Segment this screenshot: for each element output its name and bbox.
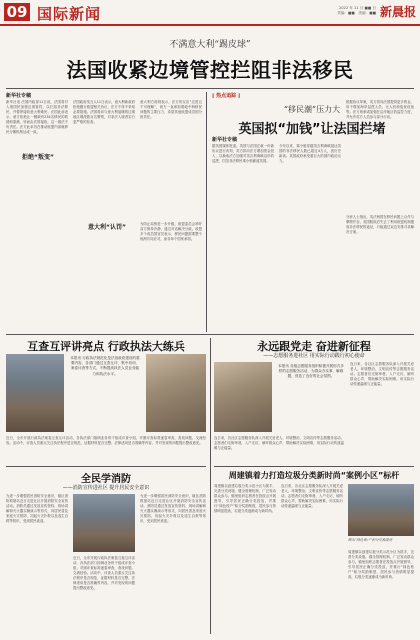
right-byline: 新华社专稿 bbox=[212, 137, 238, 143]
bottom-right-rule bbox=[214, 466, 414, 467]
bottom-right-body-2: 连日来，各社区志愿服务队深入开展关爱老人、环境整治、文明宣传等志愿服务活动。志愿者们走街串巷，入户走访，倾听群众心声，帮助解决实际困难，用实际行动传递温暖与正能量。 bbox=[214, 436, 344, 450]
training-photo bbox=[146, 354, 206, 432]
page-number-badge: 09 bbox=[4, 3, 30, 21]
garbage-body-2: 连日来，各社区志愿服务队深入开展关爱老人、环境整治、文明宣传等志愿服务活动。志愿者们走街串巷，入户走访，倾听群众心声，帮助解决实际困难，用实际行动传递温暖与正能量。 bbox=[281, 484, 343, 508]
bottom-right-body-1: 连日来，各社区志愿服务队深入开展关爱老人、环境整治、文明宣传等志愿服务活动。志愿者们走街串巷，入户走访，倾听群众心声，帮助解决实际困难，用实际行动传递温暖与正能量。 bbox=[350, 362, 414, 386]
fire-safety-body-2: 近日，全市开展行政执法案卷互查互评活动，各执法部门抽调业务骨干组成评查小组，对照评查标准逐卷审查，查找问题，交流经验。活动中，评查人员重点关注执法程序是否规范、证据材料是否完整、法律适用是否准确等内容，并对发现的问题提出整改意见。 bbox=[73, 556, 135, 590]
issue-meta bbox=[337, 6, 376, 16]
column-divider bbox=[206, 92, 207, 332]
garbage-body-3: 周建镇以创建垃圾分类示范小区为抓手，完善分类设施，健全管理机制，广泛发动群众参与。镇里组织志愿者在投放点开展督导，引导居民正确分类投放，并推行“绿色账户”积分奖励制度，居民参与热情明显提高，垃圾分类逐渐成为新时尚。 bbox=[348, 550, 414, 579]
hot-topic-tag: [ 热点追踪 ] bbox=[212, 93, 241, 99]
newspaper-logo: 新晨报 bbox=[379, 5, 416, 19]
garbage-body-1: 周建镇以创建垃圾分类示范小区为抓手，完善分类设施，健全管理机制，广泛发动群众参与。镇里组织志愿者在投放点开展督导，引导居民正确分类投放，并推行“绿色账户”积分奖励制度，居民参与热情明显提高，垃圾分类逐渐成为新时尚。 bbox=[214, 484, 276, 513]
law-enforcement-photo bbox=[6, 354, 64, 432]
main-kicker: 不满意大利“踢皮球” bbox=[169, 40, 251, 50]
right-kicker: “移民潮”压力大 bbox=[283, 105, 341, 114]
bottom-right-headline: 永远跟党走 奋进新征程 bbox=[257, 340, 371, 353]
right-col-3a: 根据协议草案，英方将向法国提供更多资金，用于增加海岸巡逻人员、无人机和夜视设备等。法方则承诺加强在沿岸地区的监控力度，并允许英方人员参与部分行动。 bbox=[346, 100, 414, 119]
garbage-photo-caption: 图为“绿色账户”积分兑换现场 bbox=[348, 538, 393, 542]
volunteer-photo bbox=[214, 362, 272, 432]
bottom-left-headline: 互查互评讲亮点 行政执法大练兵 bbox=[27, 340, 185, 353]
right-col-3b: 分析人士指出，英法两国在移民问题上合作与摩擦并存，英国脱欧后失去了利用欧盟机制遣返非法移民的途径，只能通过双边安排寻求解决方案。 bbox=[346, 215, 414, 234]
bottom-right-subhead: ——志愿服务进社区 用实际行动践行初心使命 bbox=[263, 353, 365, 359]
left-col-2: 法国政府发言人11日表示，意大利新政府拒绝履行欧盟相关协议，法方不得不采取必要措施。法国将向与意大利接壤的边境地区增派数百名警察，对非法入境者实行更严格的检查。 bbox=[73, 100, 135, 124]
bottom-left-rule bbox=[6, 466, 206, 467]
bottom-column-divider bbox=[210, 338, 211, 634]
bottom-right-quote: 本报讯 各级志愿服务组织积极开展形式多样的志愿服务活动，为群众办实事、解难题，营造了良好的社会氛围。 bbox=[278, 364, 344, 379]
issue-editor: 责编：■■ 美编：■■ bbox=[337, 11, 376, 15]
masthead-rule bbox=[0, 24, 420, 26]
left-col-3b: 为防止局势进一步升级，欧盟委员会呼吁双方保持冷静，通过对话解决分歧。欧盟多个成员国官员表示，移民问题需要整个欧洲共同应对，而非单个国家承担。 bbox=[140, 222, 202, 241]
main-headline: 法国收紧边境管控拦阻非法移民 bbox=[66, 58, 354, 82]
issue-date: 2022 年 11 月 ■■ 日 bbox=[338, 6, 376, 10]
left-byline: 新华社专稿 bbox=[6, 93, 32, 99]
bottom-left-body: 近日，全市开展行政执法案卷互查互评活动，各执法部门抽调业务骨干组成评查小组，对照评查标准逐卷审查，查找问题，交流经验。活动中，评查人员重点关注执法程序是否规范、证据材料是否完整、法律适用是否准确等内容，并对发现的问题提出整改意见。 bbox=[6, 436, 206, 445]
left-col-3a: 意大利方面则表示，法方的反应“过度且不可理解”，意方一直承担着地中海移民问题的主要压力，希望其他欧盟成员国分担责任。 bbox=[140, 100, 202, 119]
left-subhead-1: 拒绝“叛变” bbox=[22, 154, 54, 161]
right-col-1: 据英国媒体报道，英国与法国正就一份新协议进行谈判，英方拟向法方增加资金投入，以换取法方加强对英吉利海峡沿岸的巡逻，拦阻非法移民乘小船偷渡英国。 bbox=[212, 144, 274, 163]
headline-rule bbox=[6, 88, 414, 89]
section-title: 国际新闻 bbox=[37, 5, 102, 23]
right-col-2: 今年以来，乘小船穿越英吉利海峡抵达英国的非法移民人数已超过4万人，创历史新高。英国政府承受着巨大的国内政治压力。 bbox=[279, 144, 341, 163]
right-headline: 英国拟“加钱”让法国拦堵 bbox=[238, 122, 386, 137]
section-rule bbox=[6, 334, 414, 335]
garbage-sorting-headline: 周建镇着力打造垃圾分类新时尚“案例小区”标杆 bbox=[228, 471, 400, 480]
fire-drill-photo bbox=[73, 494, 135, 552]
fire-safety-subhead: ——消防宣传进社区 提升居民安全意识 bbox=[62, 485, 150, 491]
fire-safety-headline: 全民学消防 bbox=[81, 474, 131, 485]
fire-safety-body-3: 为进一步增强居民消防安全意识，辖区消防救援站近日走进社区开展消防安全宣传活动。消防员通过发放宣传资料、现场讲解和灭火器实操演示等形式，向居民普及家庭火灾预防、初起火灾扑救以及逃生自救等知识，受到居民欢迎。 bbox=[140, 494, 206, 523]
left-col-1: 新华社电 法国内政部11日说，法国将对入境国民加强边境管控，以拦阻非法移民，并暂停接收意大利难民。法国此前表示，意方拒绝让一艘载有234名移民的救援船靠港，转而由法国接收，这一做法不负责任。法方此举旨在推动欧盟内部就移民分摊机制达成一致。 bbox=[6, 100, 68, 134]
left-subhead-2: 意大利“认罚” bbox=[88, 224, 126, 231]
bottom-left-quote: 本报讯 行政执法规范化是法治政府建设的重要内容，各部门通过互查互评、集中培训、案卷评查等方式，不断提高执法人员业务能力和执法水平。 bbox=[70, 356, 140, 376]
garbage-sorting-photo bbox=[348, 484, 414, 536]
fire-safety-body-1: 为进一步增强居民消防安全意识，辖区消防救援站近日走进社区开展消防安全宣传活动。消防员通过发放宣传资料、现场讲解和灭火器实操演示等形式，向居民普及家庭火灾预防、初起火灾扑救以及逃生自救等知识，受到居民欢迎。 bbox=[6, 494, 68, 523]
